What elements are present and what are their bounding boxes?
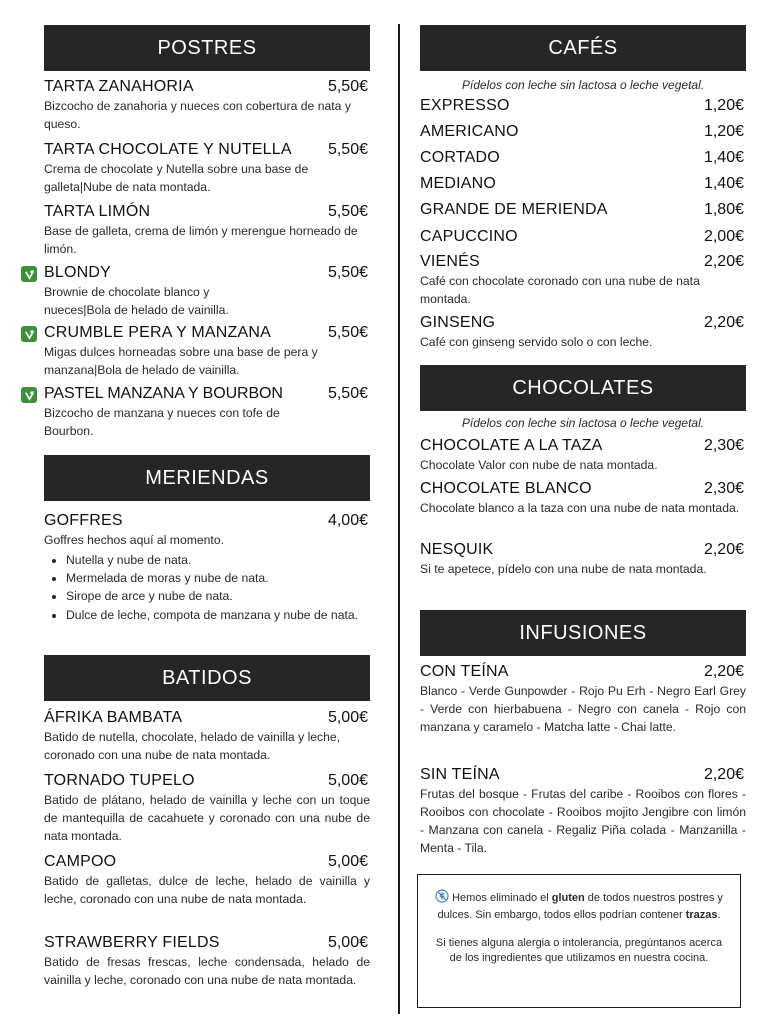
item-name: VIENÉS [420, 253, 480, 270]
item-price: 5,50€ [327, 78, 368, 95]
item-description: Blanco - Verde Gunpowder - Rojo Pu Erh - Negro Earl Grey - Verde con hierbabuena - Negro con canela - Rojo con manzana y caramelo - Matcha latte - Chai latte. [420, 684, 746, 734]
milk-note: Pídelos con leche sin lactosa o leche vegetal. [461, 416, 705, 430]
item-description: Batido de galletas, dulce de leche, helado de vainilla y leche, coronado con una nube de nata montada. [44, 874, 370, 906]
section-header-postres: POSTRES [44, 25, 370, 71]
item-description: Chocolate Valor con nube de nata montada. [420, 458, 658, 472]
item-price: 5,00€ [327, 772, 368, 789]
section-header-meriendas: MERIENDAS [44, 455, 370, 501]
item-name: GOFFRES [44, 512, 123, 529]
item-price: 2,00€ [703, 228, 744, 245]
allergen-notice [417, 874, 741, 1008]
menu-item-capuccino [420, 228, 746, 246]
item-description: Café con ginseng servido solo o con leche. [420, 335, 653, 349]
notice-text: . [717, 908, 721, 921]
item-price: 1,80€ [703, 201, 744, 218]
item-price: 2,20€ [703, 314, 744, 331]
item-name: ÁFRIKA BAMBATA [44, 709, 183, 726]
menu-item-viennes [420, 253, 746, 308]
item-price: 2,20€ [703, 766, 744, 783]
menu-item-expresso [420, 97, 746, 115]
gluten-notice [432, 889, 726, 922]
section-header-infusiones: INFUSIONES [420, 610, 746, 656]
item-description: Migas dulces horneadas sobre una base de pera y manzana|Bola de helado de vainilla. [44, 345, 318, 377]
section-header-cafes: CAFÉS [420, 25, 746, 71]
menu-item-campoo [44, 853, 370, 908]
item-description: Base de galleta, crema de limón y merengue horneado de limón. [44, 224, 358, 256]
item-name: TORNADO TUPELO [44, 772, 195, 789]
menu-item-grande-de-merienda [420, 201, 746, 219]
list-item: • Nutella y nube de nata. [66, 551, 404, 569]
item-name: PASTEL MANZANA Y BOURBON [44, 385, 283, 402]
item-price: 1,20€ [703, 97, 744, 114]
vegetarian-icon [21, 326, 37, 342]
menu-item-africa-bambata [44, 709, 370, 764]
menu-item-tarta-chocolate-nutella [44, 141, 370, 196]
item-price: 5,50€ [327, 324, 368, 341]
item-name: TARTA CHOCOLATE Y NUTELLA [44, 141, 292, 158]
item-name: NESQUIK [420, 541, 494, 558]
menu-item-nesquik [420, 541, 746, 578]
item-description: Chocolate blanco a la taza con una nube de nata montada. [420, 501, 740, 515]
milk-note: Pídelos con leche sin lactosa o leche vegetal. [461, 78, 705, 92]
item-price: 5,00€ [327, 853, 368, 870]
menu-item-crumble-pera-manzana [44, 324, 370, 379]
item-price: 5,00€ [327, 934, 368, 951]
notice-text: de todos nuestros postres y dulces. Sin embargo, todos ellos podrían contener [437, 892, 723, 921]
item-description: Batido de fresas frescas, leche condensada, helado de vainilla y leche, coronado con una nube de nata montada. [44, 955, 370, 987]
item-description: Si te apetece, pídelo con una nube de nata montada. [420, 562, 707, 576]
list-item: • Sirope de arce y nube de nata. [66, 587, 404, 605]
item-name: CAMPOO [44, 853, 117, 870]
menu-item-mediano [420, 175, 746, 193]
item-price: 5,50€ [327, 203, 368, 220]
allergy-notice: Si tienes alguna alergia o intolerancia, pregúntanos acerca de los ingredientes que utilizamos en nuestra cocina. [435, 937, 723, 964]
section-header-batidos: BATIDOS [44, 655, 370, 701]
item-name: CON TEÍNA [420, 663, 509, 680]
item-name: GRANDE DE MERIENDA [420, 201, 608, 218]
menu-item-americano [420, 123, 746, 141]
item-price: 1,20€ [703, 123, 744, 140]
item-name: MEDIANO [420, 175, 497, 192]
item-description: Brownie de chocolate blanco y nueces|Bola de helado de vainilla. [44, 285, 229, 317]
item-price: 2,20€ [703, 541, 744, 558]
item-name: EXPRESSO [420, 97, 510, 114]
goffres-options-list [44, 551, 404, 624]
menu-item-tarta-limon [44, 203, 370, 258]
vegetarian-icon [21, 266, 37, 282]
menu-item-blondy [44, 264, 370, 319]
item-name: AMERICANO [420, 123, 519, 140]
item-name: CORTADO [420, 149, 500, 166]
menu-item-ginseng [420, 314, 746, 351]
item-price: 5,50€ [327, 385, 368, 402]
notice-text: Hemos eliminado el [452, 892, 552, 905]
item-description: Café con chocolate coronado con una nube de nata montada. [420, 274, 700, 306]
item-description: Crema de chocolate y Nutella sobre una base de galleta|Nube de nata montada. [44, 162, 309, 194]
notice-trazas-word: trazas [685, 908, 718, 921]
menu-item-chocolate-a-la-taza [420, 437, 746, 474]
item-name: SIN TEÍNA [420, 766, 500, 783]
item-price: 2,30€ [703, 437, 744, 454]
item-name: CRUMBLE PERA Y MANZANA [44, 324, 271, 341]
item-price: 5,50€ [327, 264, 368, 281]
menu-item-tornado-tupelo [44, 772, 370, 845]
menu-item-cortado [420, 149, 746, 167]
gluten-free-icon [435, 889, 449, 908]
item-price: 5,50€ [327, 141, 368, 158]
item-description: Bizcocho de manzana y nueces con tofe de Bourbon. [44, 406, 280, 438]
list-item: • Mermelada de moras y nube de nata. [66, 569, 404, 587]
section-header-chocolates: CHOCOLATES [420, 365, 746, 411]
item-name: TARTA ZANAHORIA [44, 78, 194, 95]
item-price: 1,40€ [703, 149, 744, 166]
item-description: Bizcocho de zanahoria y nueces con cobertura de nata y queso. [44, 99, 351, 131]
notice-gluten-word: gluten [551, 892, 585, 905]
item-name: TARTA LIMÓN [44, 203, 151, 220]
item-name: BLONDY [44, 264, 111, 281]
item-description: Batido de nutella, chocolate, helado de vainilla y leche, coronado con una nube de nata montada. [44, 730, 341, 762]
item-description: Frutas del bosque - Frutas del caribe - Rooibos con flores - Rooibos con chocolate - Rooibos mojito Jengibre con limón - Manzana con canela - Regaliz Piña colada - Manzanilla - Menta - Tila. [420, 787, 746, 855]
menu-item-pastel-manzana-bourbon [44, 385, 370, 440]
item-name: CHOCOLATE A LA TAZA [420, 437, 603, 454]
item-price: 1,40€ [703, 175, 744, 192]
menu-item-strawberry-fields [44, 934, 370, 989]
menu-item-chocolate-blanco [420, 480, 746, 517]
item-price: 2,20€ [703, 663, 744, 680]
item-price: 5,00€ [327, 709, 368, 726]
menu-item-con-teina [420, 663, 746, 736]
column-divider [398, 24, 400, 1014]
item-name: GINSENG [420, 314, 496, 331]
item-price: 2,30€ [703, 480, 744, 497]
menu-item-sin-teina [420, 766, 746, 857]
item-name: STRAWBERRY FIELDS [44, 934, 220, 951]
list-item: • Dulce de leche, compota de manzana y nube de nata. [66, 606, 404, 624]
menu-item-tarta-zanahoria [44, 78, 370, 133]
item-description: Batido de plátano, helado de vainilla y leche con un toque de mantequilla de cacahuete y coronado con una nube de nata montada. [44, 793, 370, 843]
item-price: 4,00€ [327, 512, 368, 529]
item-description: Goffres hechos aquí al momento. [44, 533, 224, 547]
menu-item-goffres [44, 512, 370, 624]
vegetarian-icon [21, 387, 37, 403]
item-price: 2,20€ [703, 253, 744, 270]
item-name: CAPUCCINO [420, 228, 518, 245]
item-name: CHOCOLATE BLANCO [420, 480, 592, 497]
